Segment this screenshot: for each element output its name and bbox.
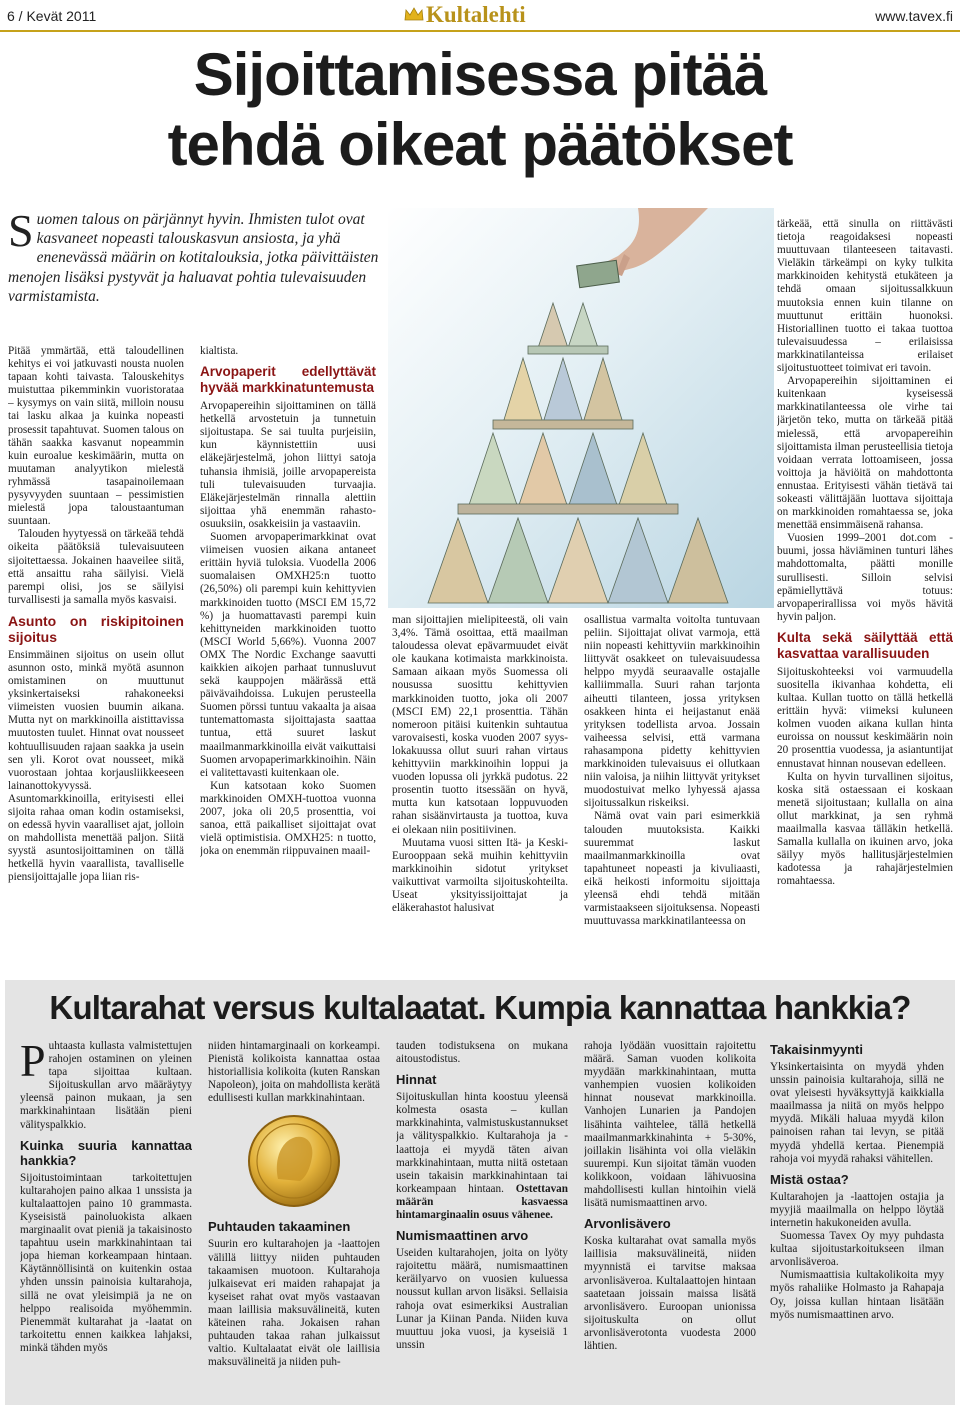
header-rule — [0, 30, 960, 32]
paragraph: Pitää ymmärtää, että taloudellinen kehitys ei voi jatkuvasti nousta nuolen tapaan kohti taivasta. Talouskehitys muistuttaa pikemminkin vuoristorataa – kysymys on vain siitä, milloin nousu tai lasku alkaa ja kuinka nopeasti prosessit tapahtuvat. Suomen talous on tähän saakka kasvanut nopeammin kuin euroalue keskimäärin, mutta on muutaman analyytikon mielestä ryhmässä tasapainoilemaan pysyvyyden suuntaan – pessimistien mielestä jopa taloustaantuman suuntaan. — [8, 345, 184, 528]
article1-column-2 — [200, 345, 376, 965]
subheading-arvonlisavero: Arvonlisävero — [584, 1216, 671, 1232]
paragraph: Muutama vuosi sitten Itä- ja Keski- Eurooppaan sekä muihin kehittyviin markkinoihin sidotut yritykset vaikuttivat varmoilta sijoituskohteilta. Useat yksityissijoittajat ja eläkerahastot halusivat — [392, 836, 568, 915]
paragraph: man sijoittajien mielipiteestä, oli vain 3,4%. Tämä osoittaa, että maailman taloudessa olevat epävarmuudet eivät ole kaukana kotimaista markkinoista. Samaan aikaan myös Suomessa oli nousussa suosittu kehittyvien markkinoiden tuotto, joka oli 2007 (MSCI EM) 22,1 prosenttia. Tähän nomeroon pitäisi kuitenkin suhtautua varovaisesti, koska vuoden 2007 syys-lokakuussa ollut suuri rahan virtaus kehittyviin markkinoihin loppui ja vuoden lopussa oli jyrkkä pudotus. 22 prosentin tuotto itsessään on hyvä, mutta kun katsotaan loppuvuoden rahan sisäänvirtausta ja tuottoa, kuva ei olekaan niin positiivinen. — [392, 614, 568, 836]
paragraph: Kulta on hyvin turvallinen sijoitus, koska sitä ostaessaan ei koskaan menetä sijoitustaan; kullalla on aina ollut markkinat, ja sen ryhmä maailmalla kasvaa tälläkin hetkellä. Samalla kullalla on ikuinen arvo, joka säilyy myös hallitusjärjestelmien kadotessa ja rahajärjestelmien romahtaessa. — [777, 770, 953, 888]
subheading-mista-ostaa: Mistä ostaa? — [770, 1171, 849, 1187]
paragraph: tärkeää, että sinulla on riittävästi tietoja reagoidaksesi nopeasti muuttuvaan tilanteeseen taitavasti. Vieläkin tärkeämpi on kyky tulkita markkinoiden kehitystä etukäteen ja tehdä omaan sijoitussalkkuun muutoksia ennen kuin tilanne on muuttunut erittäin huonoksi. Historiallinen tuotto ei takaa tuottoa tulevaisuudessa – erilaisissa markkinatilanteissa erilaiset sijoitustuotteet toimivat eri tavoin. — [777, 218, 953, 375]
article2-column-5 — [770, 1040, 944, 1402]
paragraph: Sijoituskohteeksi voi varmuudella suositella ikivanhaa kohdetta, eli kultaa. Kullan tuotto on tällä hetkellä erittäin hyvä: viimeksi kuluneen kolmen vuoden aikana kullan hinta euroissa on noussut keskimäärin noin 20 prosenttia vuodessa, ja asiantuntijat ennustavat hinnan nousevan edelleen. — [777, 665, 953, 770]
lead-text: uomen talous on pärjännyt hyvin. Ihmisten tulot ovat kasvaneet nopeasti talouskasvun ansiosta, ja yhä enenevässä määrin on kotitalouksia, jotka päivittäisten menojen lisäksi pystyvät ja haluavat pohtia tulevaisuuden varmistamista. — [8, 211, 379, 305]
paragraph: Kun katsotaan koko Suomen markkinoiden OMXH-tuottoa vuonna 2007, joka oli 20,5 prosenttia, voi sanoa, että paikalliset sijoittajat ovat vielä optimistisia. OMXH25: n tuotto, joka on enemmän riippuvainen maail- — [200, 779, 376, 858]
article2-column-1 — [20, 1040, 192, 1402]
article1-column-1 — [8, 345, 184, 965]
subheading-hinnat: Hinnat — [396, 1072, 437, 1088]
paragraph: Nämä ovat vain pari esimerkkiä talouden muutoksista. Kaikki suuremmat laskut maailmanmarkkinoilla ovat tapahtuneet nopeasti ja kivuliaasti, eikä heikosti informoitu sijoittaja yleensä ehdi tehdä mitään varmistaakseen sijoituksensa. Nopeasti muuttuvassa markkinatilanteessa on — [584, 810, 760, 928]
article2-column-4 — [584, 1040, 756, 1402]
article2-column-2 — [208, 1040, 380, 1402]
paragraph — [20, 1040, 192, 1132]
house-of-cards-photo — [388, 208, 774, 608]
gold-coin-icon — [208, 1111, 380, 1211]
paragraph: Kultarahojen ja -laattojen ostajia ja myyjiä maailmalla on helppo löytää internetin hakukoneiden avulla. — [770, 1190, 944, 1229]
paragraph: Suurin ero kultarahojen ja -laattojen välillä liittyy niiden puhtauden takaamisen muotoon. Kultarahoja julkaisevat eri maiden rahapajat ja kyseiset rahat ovat myös vastaavan maan laillisia maksuvälineitä, kuten käteinen raha. Jokaisen rahan puhtauden takaa rahan julkaissut valtio. Kultalaatat eivät ole laillisia maksuvälineitä ja niiden puh- — [208, 1238, 380, 1369]
paragraph: tauden todistuksena on mukana aitoustodistus. — [396, 1040, 568, 1066]
subheading-kulta: Kulta sekä säilyttää että kasvattaa varallisuuden — [777, 629, 953, 661]
article2-column-3 — [396, 1040, 568, 1402]
lead-dropcap: S — [8, 205, 34, 256]
paragraph: Sijoitustoimintaan tarkoitettujen kultarahojen paino alkaa 1 unssista ja kultalaattojen paino 10 grammasta. Kyseisistä painoluokista alkaen marginaalit ovat pieniä ja takaisinosto tapahtuu usein markkinahintaan tai jopa hieman korkeampaan hintaan. Käytännöllisintä on kuitenkin ostaa yhden unssin painoisia kultarahoja, sillä ne ovat yleisimpiä ja ne on helppo realisoida myöhemmin. Pienemmät kultarahat ja -laatat on tarkoitettu ennen kaikkea lahjaksi, minkä tähden myös — [20, 1171, 192, 1354]
paragraph: Numismaattisia kultakolikoita myy myös rahaliike Holmasto ja Rahapaja Oy, joissa kullan hintaan lisätään myös numismaattinen arvo. — [770, 1269, 944, 1321]
paragraph-text: Sijoituskullan hinta koostuu yleensä kolmesta osasta – kullan markkinahinta, valmistuskustannukset ja välityspalkkio. Kultarahoja ja -laattoja ei myydä täten aivan markkinahintaan, mutta niitä ostetaan usein takaisin markkinahintaan tai korkeampaan hintaan. — [396, 1091, 568, 1195]
paragraph: Ensimmäinen sijoitus on usein ollut asunnon osto, minkä myötä asunnon omistaminen on muuttunut yksinkertaiseksi rahakoneeksi viimeisten vuosien buumin aikana. Mutta nyt on markkinoilla aistittavissa muutosten tuulet. Hinnat ovat nousseet kohtuullisuuden rajaan saakka ja usein sen yli. Korot ovat nousseet, mikä vuorostaan johtaa korjausliikkeeseen lainanottokyvyssä. Asuntomarkkinoilla, erityisesti ellei sijoita rahaa oman kodin ostamiseksi, on edessä hyvin vaaralliset ajat, jolloin on mahdollista menettää paljon. Siitä syystä asuntosijoittaminen on tällä hetkellä hyvin vaarallista, tavalliselle piensijoittajalle jopa liian ris- — [8, 648, 184, 884]
subheading-numismaattinen: Numismaattinen arvo — [396, 1228, 529, 1244]
logo-text: Kultalehti — [426, 2, 526, 27]
page-header — [0, 0, 960, 30]
title-line-1: Sijoittamisessa pitää — [193, 41, 767, 108]
paragraph: Suomessa Tavex Oy myy puhdasta kultaa sijoitustarkoitukseen ilman arvonlisäveroa. — [770, 1230, 944, 1269]
article1-column-3 — [392, 614, 568, 965]
paragraph-text: uhtaasta kullasta valmistettujen rahojen ostaminen on yleinen tapa sijoittaa kultaan. Sijoituskullan arvo määräytyy yleensä painon mukaan, ja sen markkinahintaan lisätään pieni välityspalkkio. — [20, 1040, 192, 1131]
paragraph: Koska kultarahat ovat samalla myös laillisia maksuvälineitä, niiden myynnistä ei tarvitse maksaa arvonlisäveroa. Kultalaattojen hintaan saatetaan joissain maissa lisätä arvonlisävero. Euroopan unionissa sijoituskulta on ollut arvonlisäverotonta vuodesta 2000 lähtien. — [584, 1235, 756, 1352]
subheading-arvopaperit: Arvopaperit edellyttävät hyvää markkinatuntemusta — [200, 364, 376, 396]
crown-icon — [404, 6, 424, 22]
paragraph: niiden hintamarginaali on korkeampi. Pienistä kolikoista kannattaa ostaa historiallisia kolikoita (kuten Ranskan Napoleon), joita on mahdollista kerätä edullisesti kullan markkinahintaan. — [208, 1040, 380, 1105]
article1-column-4 — [584, 614, 760, 965]
paragraph: kialtista. — [200, 345, 239, 357]
paragraph: Useiden kultarahojen, joita on lyöty rajoitettu määrä, numismaattinen keräilyarvo on vuosien kuluessa noussut kullan arvon lisäksi. Sellaisia rahoja ovat esimerkiksi Australian Lunar ja Kiinan Panda. Niiden kuva muuttuu joka vuosi, ja kyseisiä 1 unssin — [396, 1247, 568, 1351]
paragraph: Vuosien 1999–2001 dot.com -buumi, jossa häviäminen tunturi lähes mahdottomalta, päätti monille surullisesti. Silloin selvisi epämiellyttävä totuus: arvopaperirallissa voi myös hävitä hyvin paljon. — [777, 532, 953, 623]
subheading-puhtauden: Puhtauden takaaminen — [208, 1219, 351, 1235]
paragraph: Talouden hyytyessä on tärkeää tehdä oikeita päätöksiä tulevaisuuteen sijoitettaessa. Jokainen haaveilee siitä, että ansaittu raha säilyisi. Vielä parempi olisi, jos se säilyisi turvallisesti ja samalla myös kasvaisi. — [8, 528, 184, 606]
gold-coin-image — [208, 1111, 380, 1211]
paragraph: Suomen arvopaperimarkkinat ovat viimeisen vuosien aikana antaneet erittäin hyviä tuloksia. Vuodella 2006 suomalaisen OMXH25:n tuotto (26,50%) oli parempi kuin kehittyvien markkinoiden tuotto (MSCI EM 15,72 %) ja huomattavasti parempi kuin kehittyneiden markkinoiden tuotto (MSCI World 5,66%). Vuonna 2007 OMX The Nordic Exchange saavutti kaikkien aikojen parhaat tunnusluvut sekä kauppojen määrässä että päivävaihdoissa. Lukujen perusteella Suomen pörssi tuntuu vakaalta ja aisaa tuntemattomasta sijoittajasta saattaa tuntua, että suuret laskut maailmanmarkkinoilla eivät vaikuttaisi Suomen arvopaperimarkkinoihin. Näin ei valitettavasti kuitenkaan ole. — [200, 531, 376, 779]
paragraph — [396, 1091, 568, 1222]
article2-title: Kultarahat versus kultalaatat. Kumpia kannattaa hankkia? — [49, 989, 911, 1026]
paragraph: Arvopapereihin sijoittaminen on tällä hetkellä arvostetuin ja tunnetuin sijoitustapa. Se sai tuulta purjeisiin, kun käynnistettiin uusi eläkejärjestelmä, johon liittyi satoja tuhansia ihmisiä, joille arvopapereista tuli tulevaisuuden turvaajia. Eläkejärjestelmän rinnalla alettiin sijoittaa yhä enemmän rahasto-osuuksiin, osakkeisiin ja vastaaviin. — [200, 400, 376, 530]
article1-column-5 — [777, 218, 953, 965]
house-of-cards-illustration — [388, 208, 774, 608]
paragraph: rahoja lyödään vuosittain rajoitettu määrä. Saman vuoden kolikoita myydään markkinahintaan, mutta vanhempien vuosien kolikoiden hinnat nousevat markkinoilla. Vanhojen Lunarien ja Pandojen lisähinta vaihtelee, tällä hetkellä maailmanmarkkinahinta + 5-30%, joillakin lisähinta voi olla vieläkin suurempi. Kun sijoitat tämän vuoden kolikkoon, voidaan lähivuosina mahdollisesti kullan hintoihin vielä lisätä numismaattinen arvo. — [584, 1040, 756, 1210]
subheading-kuinka: Kuinka suuria kannattaa hankkia? — [20, 1137, 192, 1168]
article-lead — [8, 205, 380, 306]
title-line-2: tehdä oikeat päätökset — [167, 111, 793, 178]
paragraph: Arvopapereihin sijoittaminen ei kuitenkaan kyseisessä markkinatilanteessa ole virhe tai järjetön teko, mutta on tärkeää pitää mielessä, että arvopapereihin sijoittamista ilman perusteellisia tietoja voidaan verrata lottoamiseen, jossa voittoja ja häviöitä on mahdottonta ennustaa. Erityisesti vähän tietävä tai sokeasti välittäjään luottava sijoittaja on markkinoiden romahtaessa se, joka menettää ensimmäisenä rahansa. — [777, 375, 953, 532]
bold-statement: Ostettavan määrän kasvaessa hintamarginaalin osuus vähenee. — [396, 1182, 568, 1222]
dropcap-p: P — [20, 1040, 46, 1086]
paragraph: Yksinkertaisinta on myydä yhden unssin painoisia kultarahoja, sillä ne ovat yleisesti hyväksyttyjä kaikkialla maailmassa ja niitä on myös helppo myydä. Mikäli haluaa myydä kilon painoisen rahan tai levyn, se pitää myydä yhdellä kertaa. Pienempiä rahoja voi myydä rahaksi vähitellen. — [770, 1061, 944, 1165]
site-url: www.tavex.fi — [875, 8, 953, 24]
subheading-takaisinmyynti: Takaisinmyynti — [770, 1042, 863, 1057]
paragraph: osallistua varmalta voitolta tuntuvaan peliin. Sijoittajat olivat varmoja, että niin nopeasti kehittyviin markkinoihin liittyvät osakkeet on tulevaisuudessa helppo myydä seuraavalle ostajalle kalliimmalla. Suuri rahan tarjonta aiheutti tilanteen, jossa yrityksen osakkeen hinta ei heijastanut enää yrityksen todellista arvoa. Jossain vaiheessa selvisi, että varmana rahasampona pidetty kehittyvien markkinoiden tulevaisuus ei ollutkaan niin valoisa, ja niihin liittyvät yritykset muodostuivat melko lyhyessä ajassa sijoitussalkun riskeiksi. — [584, 614, 760, 810]
article-title — [0, 40, 960, 180]
page-number: 6 / Kevät 2011 — [7, 8, 97, 24]
subheading-asunto: Asunto on riskipitoinen sijoitus — [8, 612, 184, 645]
